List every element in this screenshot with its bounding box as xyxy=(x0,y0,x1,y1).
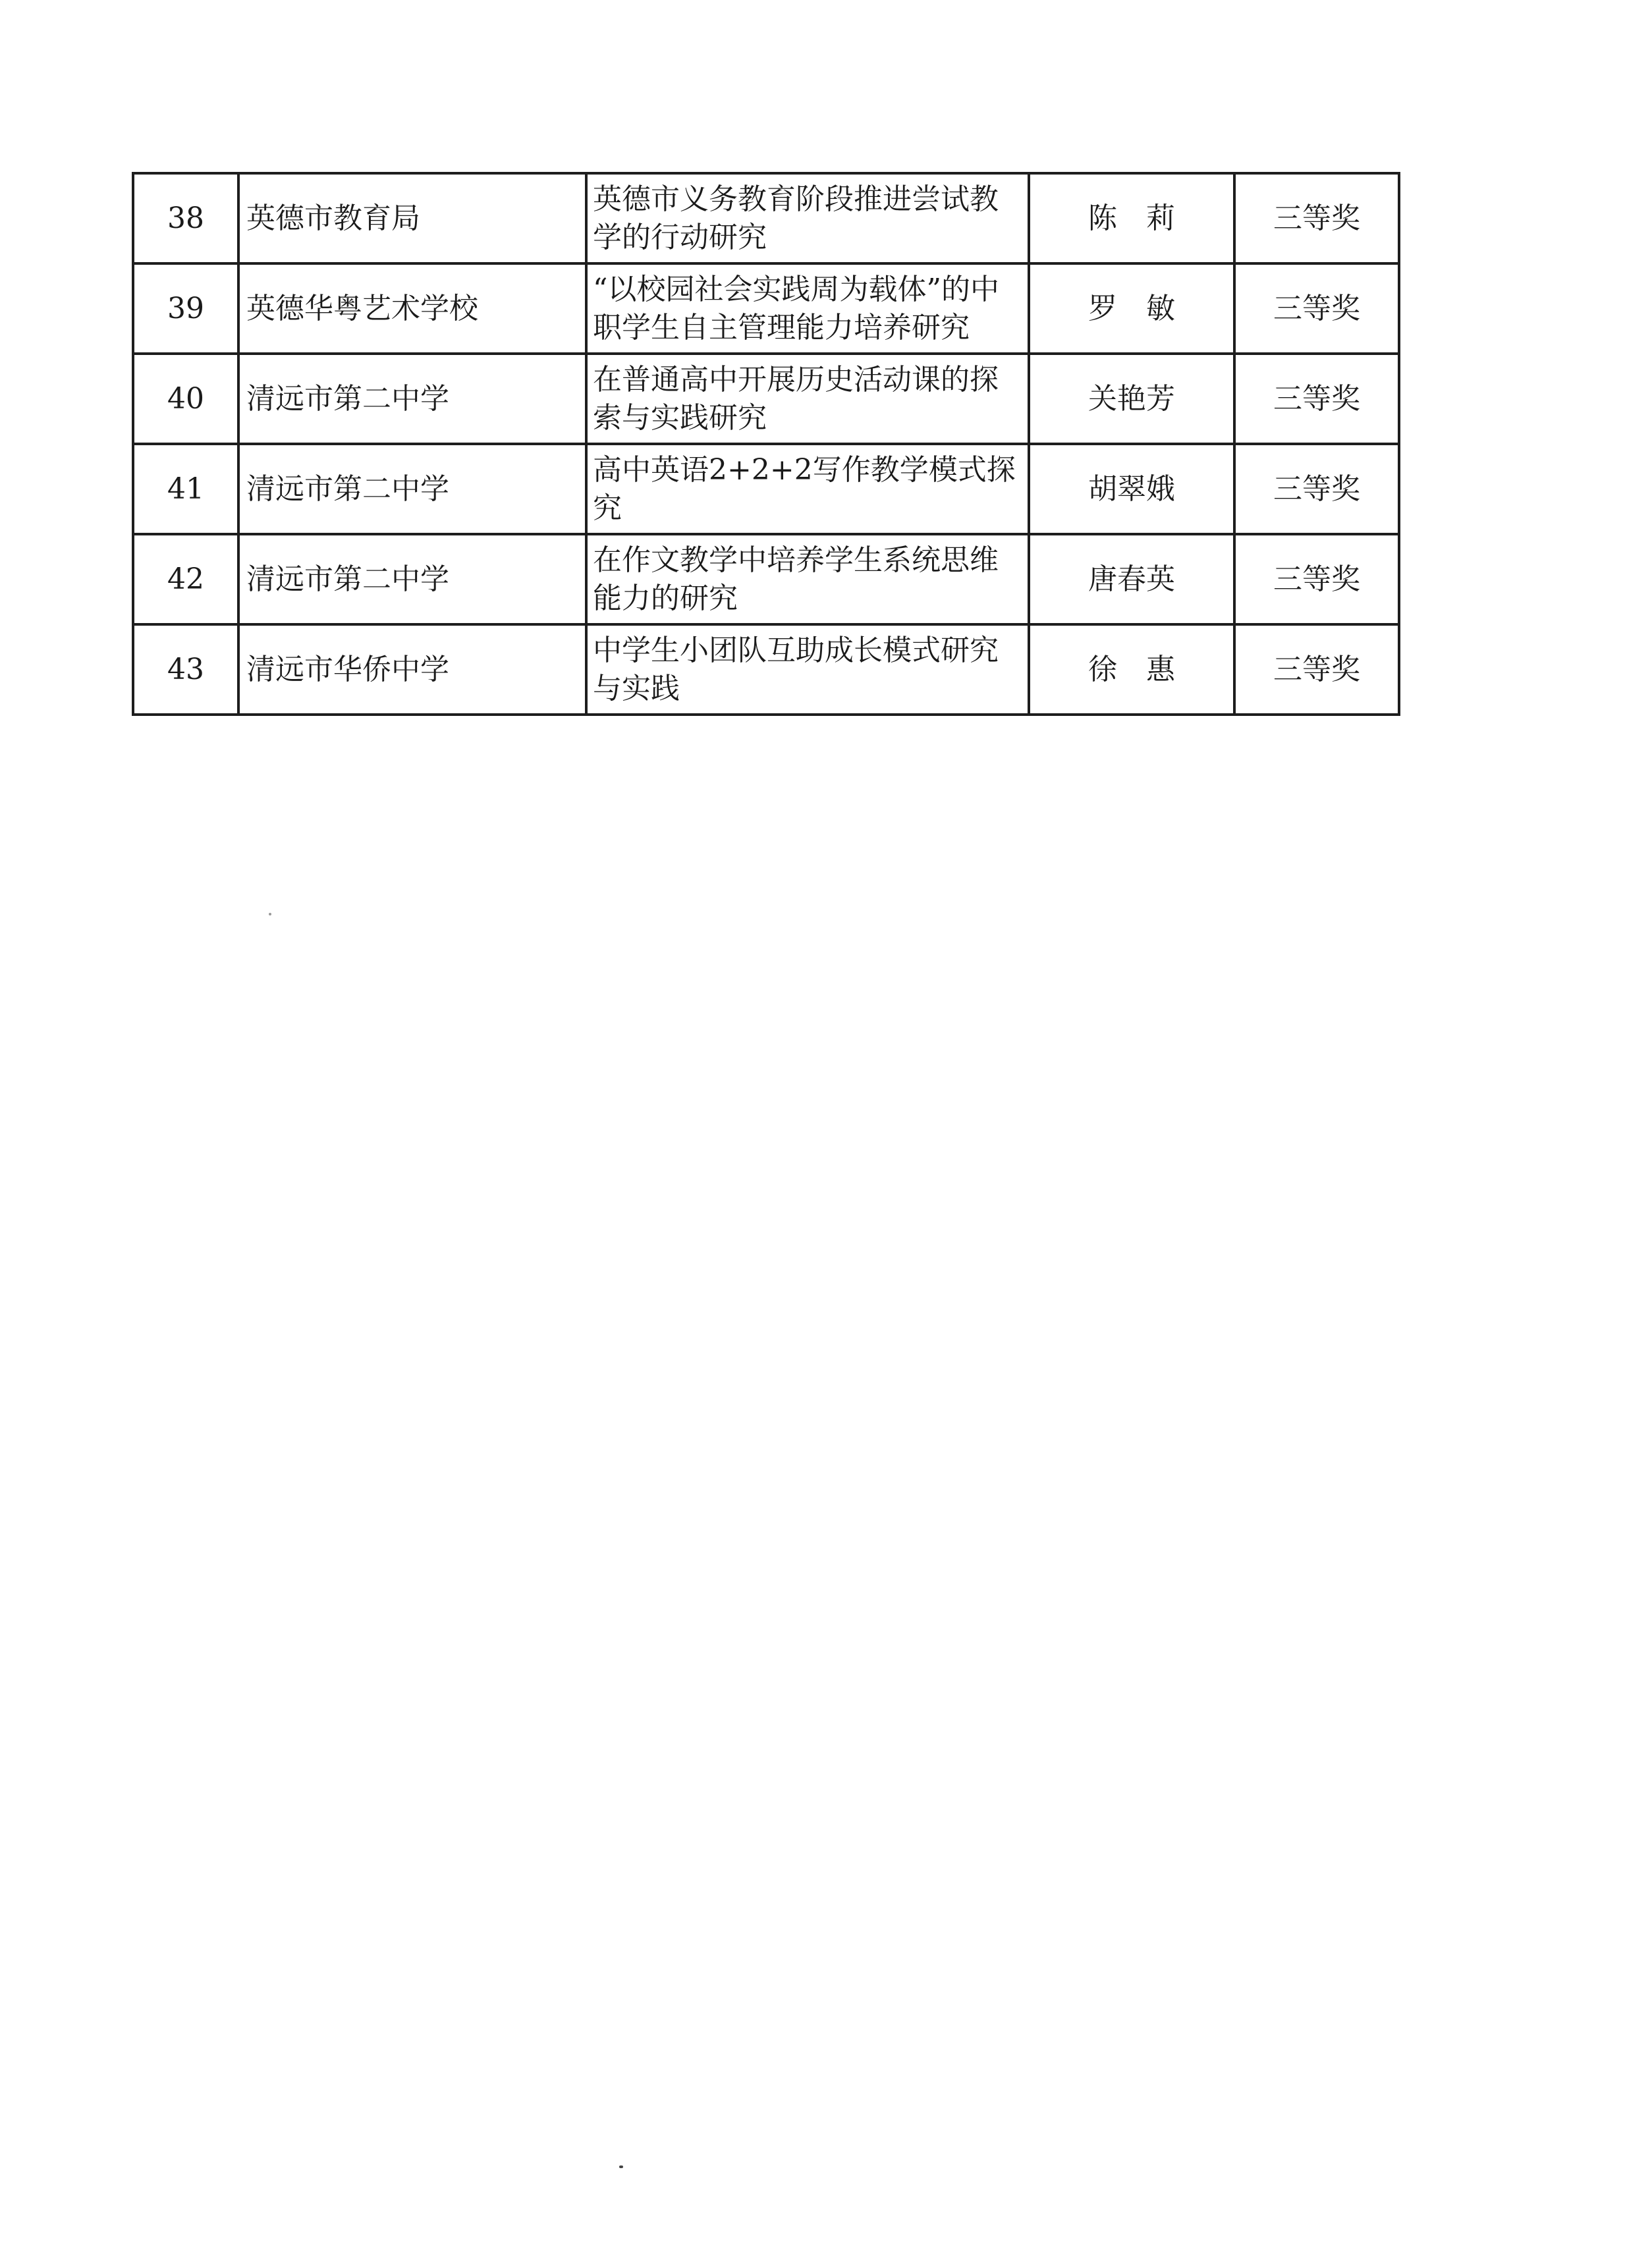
unit-name: 清远市第二中学 xyxy=(238,354,586,444)
row-number: 42 xyxy=(133,534,238,624)
scan-speck xyxy=(269,913,271,915)
author-name: 关艳芳 xyxy=(1029,354,1234,444)
unit-name: 清远市华侨中学 xyxy=(238,624,586,715)
row-number: 43 xyxy=(133,624,238,715)
project-title-cell xyxy=(586,173,1029,263)
row-number: 41 xyxy=(133,444,238,534)
project-title: 中学生小团队互助成长模式研究与实践 xyxy=(593,633,999,705)
row-number: 40 xyxy=(133,354,238,444)
project-title-cell xyxy=(586,263,1029,354)
award-level: 三等奖 xyxy=(1234,534,1399,624)
table-row xyxy=(133,534,1399,624)
project-title-cell xyxy=(586,444,1029,534)
project-title: “以校园社会实践周为载体”的中职学生自主管理能力培养研究 xyxy=(593,272,999,344)
award-level: 三等奖 xyxy=(1234,263,1399,354)
award-level: 三等奖 xyxy=(1234,444,1399,534)
table-row xyxy=(133,444,1399,534)
author-name: 罗 敏 xyxy=(1029,263,1234,354)
unit-name: 清远市第二中学 xyxy=(238,444,586,534)
scan-speck xyxy=(619,2166,623,2168)
project-title: 在作文教学中培养学生系统思维能力的研究 xyxy=(593,543,999,615)
table-row xyxy=(133,173,1399,263)
table-row xyxy=(133,263,1399,354)
project-title-cell xyxy=(586,624,1029,715)
author-name: 胡翠娥 xyxy=(1029,444,1234,534)
award-level: 三等奖 xyxy=(1234,173,1399,263)
project-title: 高中英语2+2+2写作教学模式探究 xyxy=(593,452,1016,525)
award-level: 三等奖 xyxy=(1234,624,1399,715)
project-title-cell xyxy=(586,534,1029,624)
author-name: 陈 莉 xyxy=(1029,173,1234,263)
unit-name: 清远市第二中学 xyxy=(238,534,586,624)
author-name: 唐春英 xyxy=(1029,534,1234,624)
author-name: 徐 惠 xyxy=(1029,624,1234,715)
project-title: 英德市义务教育阶段推进尝试教学的行动研究 xyxy=(593,182,999,254)
award-level: 三等奖 xyxy=(1234,354,1399,444)
table-row xyxy=(133,354,1399,444)
project-title-cell xyxy=(586,354,1029,444)
project-title: 在普通高中开展历史活动课的探索与实践研究 xyxy=(593,362,999,435)
unit-name: 英德市教育局 xyxy=(238,173,586,263)
unit-name: 英德华粤艺术学校 xyxy=(238,263,586,354)
award-table xyxy=(132,172,1400,716)
row-number: 38 xyxy=(133,173,238,263)
table-row xyxy=(133,624,1399,715)
row-number: 39 xyxy=(133,263,238,354)
